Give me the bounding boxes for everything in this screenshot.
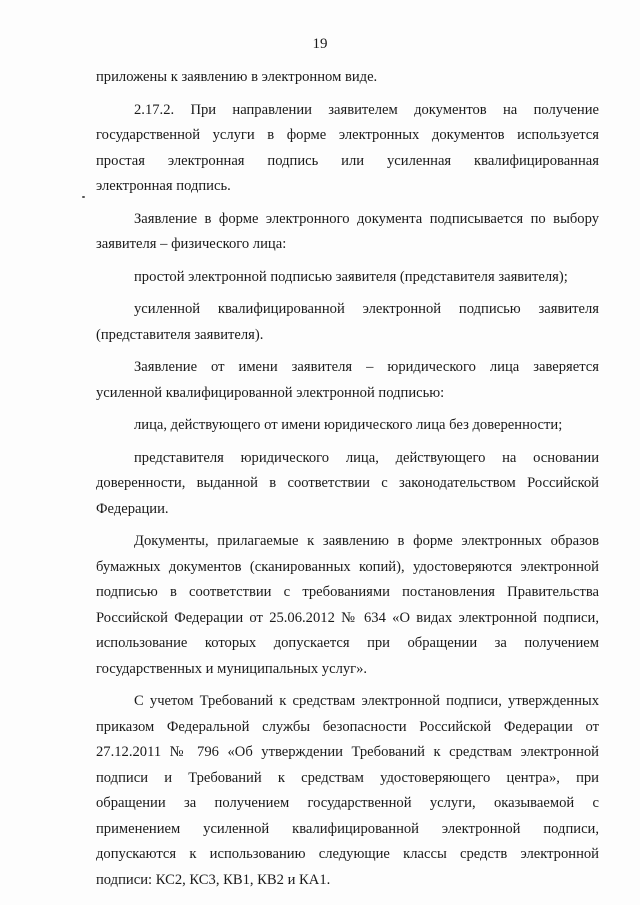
text-line: электронная подпись. — [96, 178, 231, 194]
text-line: допускаются к использованию следующие классы средств электронной — [96, 846, 599, 862]
text-line: усиленной квалифицированной электронной подписью заявителя — [134, 301, 599, 317]
text-line: 27.12.2011 № 796 «Об утверждении Требований к средствам электронной — [96, 744, 599, 760]
text-line: Федерации. — [96, 500, 169, 517]
paragraph — [96, 529, 599, 682]
text-line: простой электронной подписью заявителя (представителя заявителя); — [134, 268, 568, 285]
text-line: государственной услуги в форме электронных документов используется — [96, 127, 599, 143]
text-line: простая электронная подпись или усиленная квалифицированная — [96, 152, 599, 169]
paragraph — [96, 265, 599, 291]
paragraph — [96, 355, 599, 406]
paragraph — [96, 413, 599, 439]
text-line: Заявление от имени заявителя – юридического лица заверяется — [134, 359, 599, 375]
text-line: представителя юридического лица, действующего на основании — [134, 449, 599, 466]
text-line: бумажных документов (сканированных копий), удостоверяются электронной — [96, 558, 599, 575]
paragraph — [96, 98, 599, 200]
scan-speck — [82, 196, 85, 198]
paragraph — [96, 65, 599, 91]
text-line: доверенности, выданной в соответствии с законодательством Российской — [96, 475, 599, 491]
paragraph — [96, 207, 599, 258]
text-line: Заявление в форме электронного документа подписывается по выбору — [134, 210, 599, 227]
page-number: 19 — [312, 36, 328, 52]
document-body — [96, 65, 599, 893]
text-line: подписи: КС2, КС3, КВ1, КВ2 и КА1. — [96, 871, 331, 888]
text-line: применением усиленной квалифицированной электронной подписи, — [96, 820, 599, 837]
text-line: лица, действующего от имени юридического лица без доверенности; — [134, 417, 563, 433]
text-line: обращении за получением государственной услуги, оказываемой с — [96, 795, 599, 811]
text-line: Российской Федерации от 25.06.2012 № 634 «О видах электронной подписи, — [96, 609, 599, 626]
text-line: усиленной квалифицированной электронной подписью: — [96, 384, 445, 401]
text-line: использование которых допускается при обращении за получением — [96, 635, 599, 651]
paragraph — [96, 689, 599, 893]
text-line: государственных и муниципальных услуг». — [96, 660, 368, 677]
paragraph — [96, 297, 599, 348]
text-line: подписи и Требований к средствам удостоверяющего центра», при — [96, 769, 599, 786]
text-line: приказом Федеральной службы безопасности Российской Федерации от — [96, 718, 599, 735]
text-line: (представителя заявителя). — [96, 326, 264, 343]
text-line: Документы, прилагаемые к заявлению в форме электронных образов — [134, 533, 599, 549]
text-line: 2.17.2. При направлении заявителем документов на получение — [134, 101, 599, 118]
text-line: С учетом Требований к средствам электронной подписи, утвержденных — [134, 693, 599, 709]
text-line: заявителя – физического лица: — [96, 236, 287, 252]
text-line: приложены к заявлению в электронном виде. — [96, 69, 378, 85]
text-line: подписью в соответствии с требованиями постановления Правительства — [96, 584, 599, 600]
paragraph — [96, 446, 599, 523]
